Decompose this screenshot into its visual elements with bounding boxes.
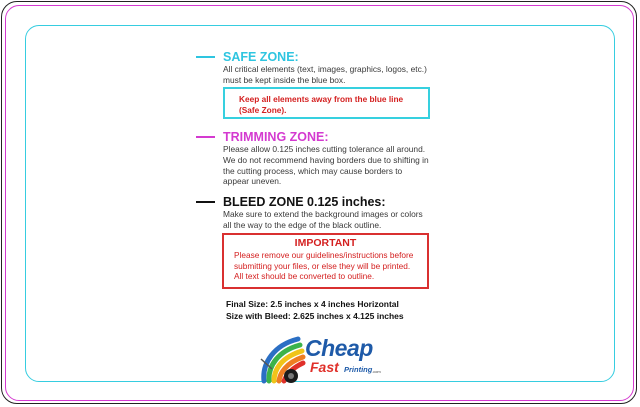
bleed-zone-dash-icon <box>196 201 215 203</box>
important-title: IMPORTANT <box>294 237 357 249</box>
trimming-zone-description <box>223 144 463 187</box>
trimming-zone-line: the cutting process, which may cause borders to <box>223 165 403 176</box>
safe-zone-note-box <box>223 87 430 119</box>
company-logo <box>258 333 398 387</box>
important-box <box>222 233 429 289</box>
safe-zone-description <box>223 64 463 86</box>
safe-zone-line: must be kept inside the blue box. <box>223 74 346 85</box>
safe-zone-title: SAFE ZONE: <box>223 50 299 64</box>
final-size: Final Size: 2.5 inches x 4 inches Horizontal <box>226 299 399 309</box>
important-line: All text should be converted to outline. <box>234 271 375 281</box>
safe-zone-heading <box>196 50 463 64</box>
logo-suffix: .com <box>372 369 381 374</box>
important-line: submitting your files, or else they will be printed. <box>234 260 411 271</box>
bleed-zone-line: all the way to the edge of the black outline. <box>223 219 382 230</box>
trimming-zone-section <box>196 130 463 187</box>
bleed-zone-description <box>223 209 463 231</box>
bleed-zone-line: Make sure to extend the background images or colors <box>223 209 423 219</box>
important-lines <box>224 250 427 282</box>
trimming-zone-line: Please allow 0.125 inches cutting tolerance all around. <box>223 144 426 154</box>
bleed-zone-section <box>196 195 463 231</box>
safe-zone-section <box>196 50 463 86</box>
bleed-zone-title: BLEED ZONE 0.125 inches: <box>223 195 386 209</box>
logo-word-printing: Printing <box>344 365 373 374</box>
bleed-size: Size with Bleed: 2.625 inches x 4.125 inches <box>226 310 404 321</box>
safe-zone-dash-icon <box>196 56 215 58</box>
trimming-zone-dash-icon <box>196 136 215 138</box>
safe-zone-line: All critical elements (text, images, graphics, logos, etc.) <box>223 64 427 74</box>
trimming-zone-title: TRIMMING ZONE: <box>223 130 329 144</box>
size-info <box>226 299 404 322</box>
trimming-zone-line: appear uneven. <box>223 176 282 187</box>
logo-word-cheap: Cheap <box>305 335 373 361</box>
trimming-zone-line: We do not recommend having borders due to shifting in <box>223 154 429 165</box>
safe-zone-note-line: (Safe Zone). <box>239 104 287 115</box>
safe-zone-note-line: Keep all elements away from the blue line <box>239 94 404 104</box>
logo-word-fast: Fast <box>310 359 339 375</box>
trimming-zone-heading <box>196 130 463 144</box>
important-line: Please remove our guidelines/instructions before <box>234 250 414 260</box>
bleed-zone-heading <box>196 195 463 209</box>
